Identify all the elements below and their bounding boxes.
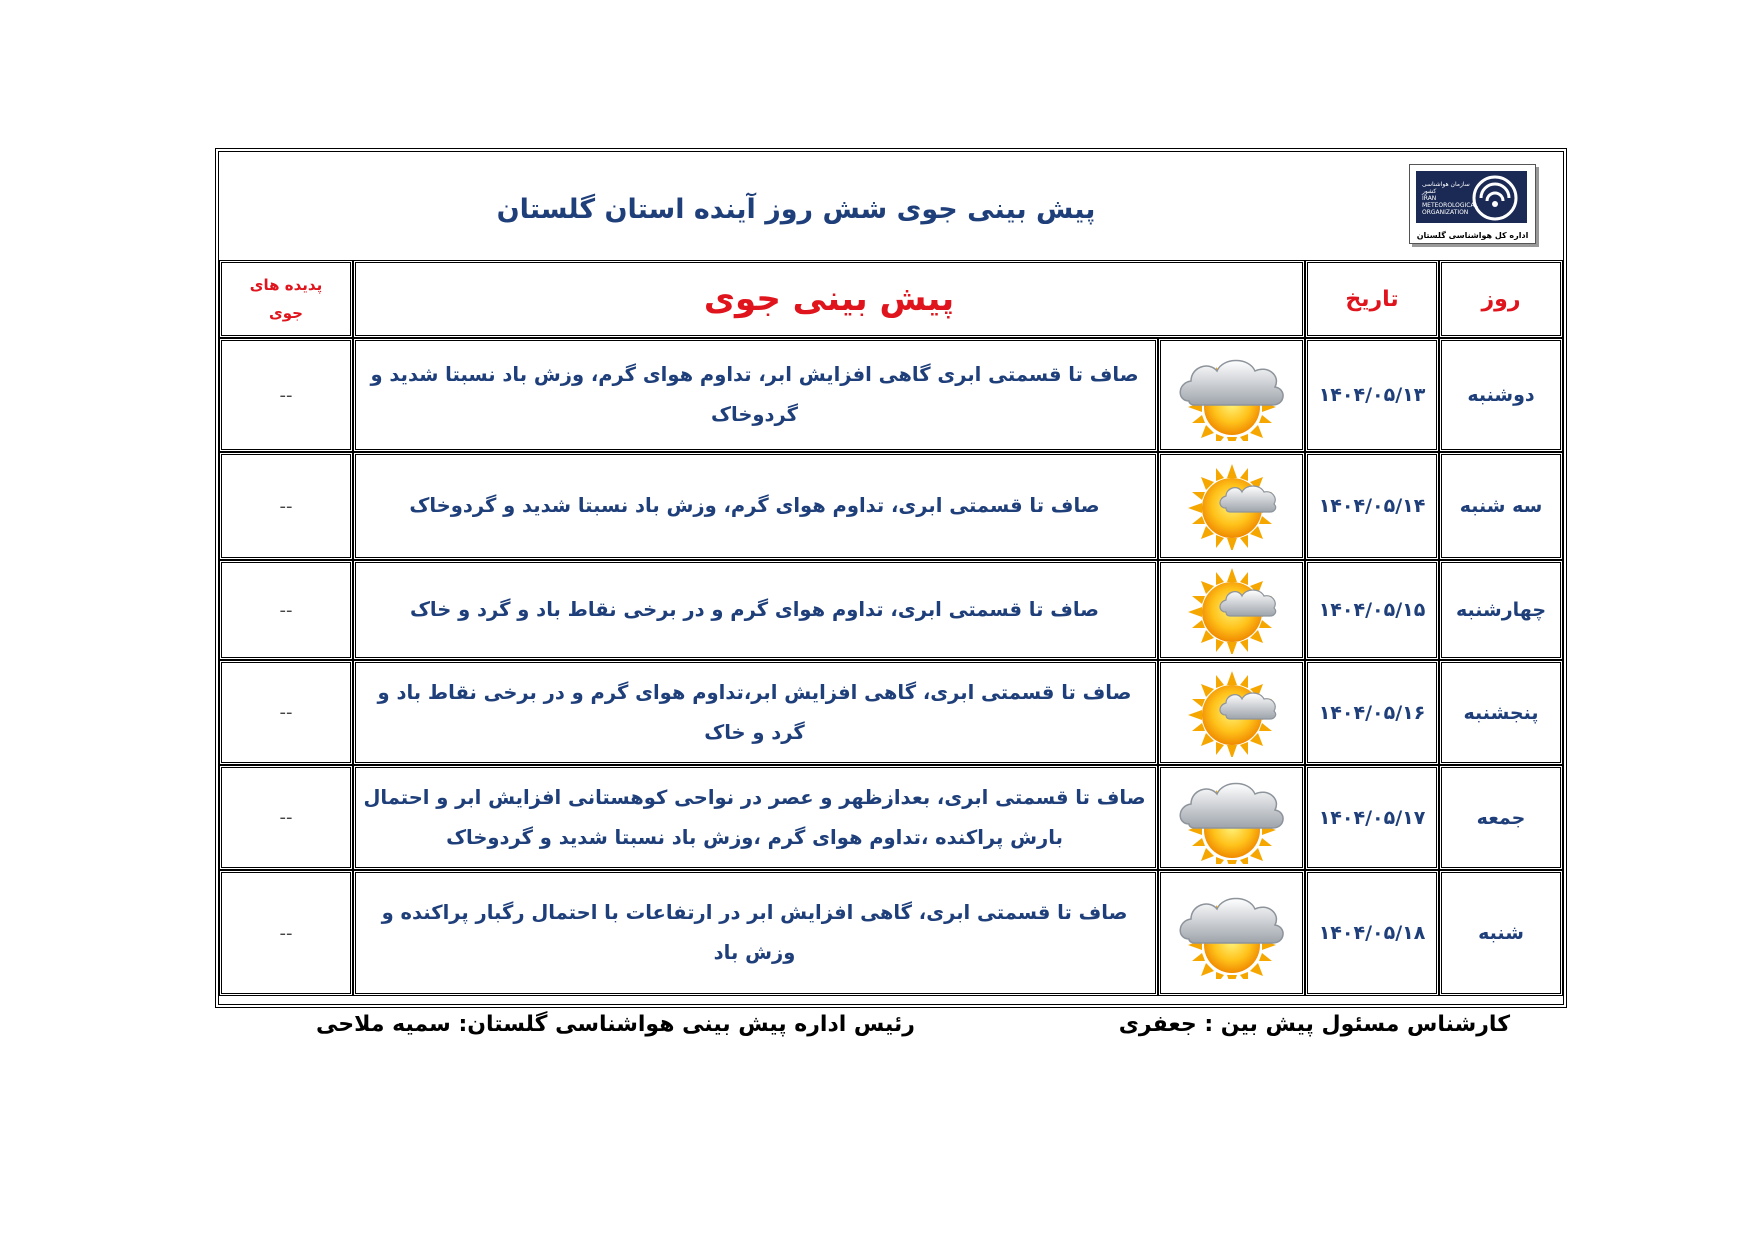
logo-line: ORGANIZATION [1422, 209, 1469, 216]
phenomena-cell: -- [219, 870, 353, 996]
logo-emblem-icon [1471, 175, 1519, 221]
column-header-forecast: پیش بینی جوی [353, 260, 1305, 338]
header-cell [219, 152, 1563, 262]
page-title: پیش بینی جوی شش روز آینده استان گلستان [496, 194, 1096, 225]
date-cell: ۱۴۰۴/۰۵/۱۳ [1305, 338, 1439, 452]
column-header-day: روز [1439, 260, 1563, 338]
head-of-office-signature: رئیس اداره پیش بینی هواشناسی گلستان: سمیه ملاحی [316, 1012, 915, 1037]
weather-icon-cell [1158, 765, 1305, 870]
logo-line: IRAN [1422, 195, 1437, 202]
forecast-row [219, 765, 1563, 870]
cloud-over-sun-icon [1175, 349, 1289, 441]
forecast-table [219, 260, 1563, 996]
forecast-row [219, 870, 1563, 996]
forecast-description: صاف تا قسمتی ابری، گاهی افزایش ابر در ارتفاعات با احتمال رگبار پراکنده و وزش باد [353, 870, 1158, 996]
table-header-row [219, 260, 1563, 338]
day-cell: جمعه [1439, 765, 1563, 870]
forecast-description: صاف تا قسمتی ابری، بعدازظهر و عصر در نواحی کوهستانی افزایش ابر و احتمال بارش پراکنده ،تداوم هوای گرم ،وزش باد نسبتا شدید و گردوخاک [353, 765, 1158, 870]
sun-with-small-cloud-icon [1180, 669, 1284, 757]
column-header-date: تاریخ [1305, 260, 1439, 338]
column-header-phenomena: پدیده های جوی [219, 260, 353, 338]
forecast-description: صاف تا قسمتی ابری، تداوم هوای گرم، وزش باد نسبتا شدید و گردوخاک [353, 452, 1158, 560]
phenomena-cell: -- [219, 338, 353, 452]
forecast-description: صاف تا قسمتی ابری، تداوم هوای گرم و در برخی نقاط باد و گرد و خاک [353, 560, 1158, 660]
day-cell: چهارشنبه [1439, 560, 1563, 660]
day-cell: شنبه [1439, 870, 1563, 996]
meteorological-organization-logo [1409, 164, 1536, 244]
sun-with-small-cloud-icon [1180, 462, 1284, 550]
phenomena-cell: -- [219, 452, 353, 560]
date-cell: ۱۴۰۴/۰۵/۱۷ [1305, 765, 1439, 870]
date-cell: ۱۴۰۴/۰۵/۱۸ [1305, 870, 1439, 996]
logo-line: سازمان هواشناسی کشور [1422, 181, 1470, 195]
forecast-description: صاف تا قسمتی ابری، گاهی افزایش ابر،تداوم هوای گرم و در برخی نقاط باد و گرد و خاک [353, 660, 1158, 765]
forecast-row [219, 660, 1563, 765]
forecast-row [219, 452, 1563, 560]
phenomena-cell: -- [219, 560, 353, 660]
weather-icon-cell [1158, 660, 1305, 765]
forecast-row [219, 338, 1563, 452]
phenomena-cell: -- [219, 765, 353, 870]
cloud-over-sun-icon [1175, 772, 1289, 864]
day-cell: دوشنبه [1439, 338, 1563, 452]
weather-icon-cell [1158, 870, 1305, 996]
date-cell: ۱۴۰۴/۰۵/۱۴ [1305, 452, 1439, 560]
phenomena-cell: -- [219, 660, 353, 765]
weather-icon-cell [1158, 452, 1305, 560]
logo-line: METEOROLOGICAL [1422, 202, 1478, 209]
forecast-description: صاف تا قسمتی ابری گاهی افزایش ابر، تداوم هوای گرم، وزش باد نسبتا شدید و گردوخاک [353, 338, 1158, 452]
forecast-row [219, 560, 1563, 660]
date-cell: ۱۴۰۴/۰۵/۱۶ [1305, 660, 1439, 765]
cloud-over-sun-icon [1175, 887, 1289, 979]
date-cell: ۱۴۰۴/۰۵/۱۵ [1305, 560, 1439, 660]
forecaster-signature: کارشناس مسئول پیش بین : جعفری [1118, 1012, 1510, 1037]
forecast-sheet [218, 151, 1564, 1005]
sun-with-small-cloud-icon [1180, 566, 1284, 654]
weather-icon-cell [1158, 338, 1305, 452]
weather-icon-cell [1158, 560, 1305, 660]
logo-caption: اداره کل هواشناسی گلستان [1416, 231, 1529, 240]
day-cell: پنجشنبه [1439, 660, 1563, 765]
day-cell: سه شنبه [1439, 452, 1563, 560]
